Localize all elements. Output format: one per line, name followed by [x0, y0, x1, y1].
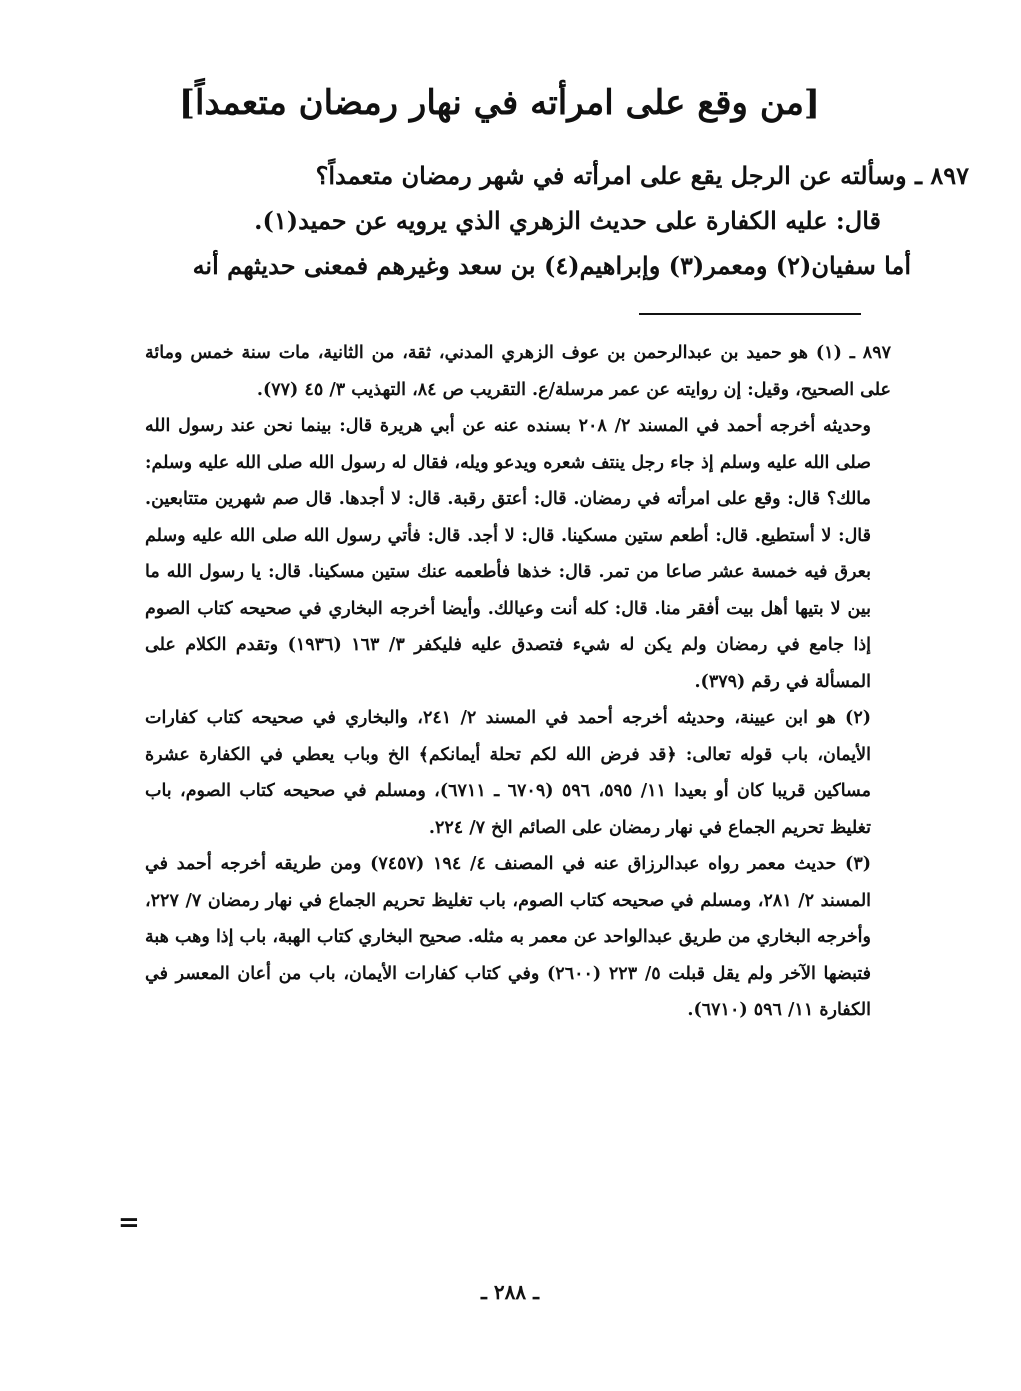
section-title: [من وقع على امرأته في نهار رمضان متعمداً]	[178, 83, 820, 123]
answer-line: قال: عليه الكفارة على حديث الزهري الذي يرويه عن حميد(١).	[254, 206, 881, 235]
footnote-1	[145, 335, 891, 408]
question-number: ٨٩٧ ـ	[914, 161, 969, 190]
continuation-mark: =	[118, 1208, 140, 1238]
question-line	[131, 153, 969, 198]
footnote-3: (٣) حديث معمر رواه عبدالرزاق عنه في المصنف ٤/ ١٩٤ (٧٤٥٧) ومن طريقه أخرجه أحمد في المسند ٢/ ٢٨١، ومسلم في صحيحه كتاب الصوم، باب تغليظ تحريم الجماع في نهار رمضان ٧/ ٢٢٧، وأخرجه البخاري من طريق عبدالواحد عن معمر به مثله. صحيح البخاري كتاب الهبة، باب إذا وهب هبة فتبضها الآخر ولم يقل قبلت ٥/ ٢٢٣ (٢٦٠٠) وفي كتاب كفارات الأيمان، باب من أعان المعسر في الكفارة ١١/ ٥٩٦ (٦٧١٠).	[145, 854, 872, 1020]
question-text: وسألته عن الرجل يقع على امرأته في شهر رمضان متعمداً؟	[315, 161, 907, 190]
footnotes	[145, 335, 891, 1029]
footnote-divider	[639, 313, 861, 315]
page-number: ـ ٢٨٨ ـ	[481, 1280, 539, 1304]
footnote-1-hadith: وحديثه أخرجه أحمد في المسند ٢/ ٢٠٨ بسنده عنه عن أبي هريرة قال: بينما نحن عند رسول الله صلى الله عليه وسلم إذ جاء رجل ينتف شعره ويدعو ويله، فقال له رسول الله صلى الله عليه وسلم: مالك؟ قال: وقع على امرأته في رمضان. قال: أعتق رقبة. قال: لا أجدها. قال صم شهرين متتابعين. قال: لا أستطيع. قال: أطعم ستين مسكينا. قال: لا أجد. قال: فأتي رسول الله صلى الله عليه وسلم بعرق فيه خمسة عشر صاعا من تمر. قال: خذها فأطعمه عنك ستين مسكينا. قال: يا رسول الله ما بين لا بتيها أهل بيت أفقر منا. قال: كله أنت وعيالك. وأيضا أخرجه البخاري في صحيحه كتاب الصوم إذا جامع في رمضان ولم يكن له شيء فتصدق عليه فليكفر ٣/ ١٦٣ (١٩٣٦) وتقدم الكلام على المسألة في رقم (٣٧٩).	[145, 416, 872, 692]
footnote-2: (٢) هو ابن عيينة، وحديثه أخرجه أحمد في المسند ٢/ ٢٤١، والبخاري في صحيحه كتاب كفارات الأيمان، باب قوله تعالى: ﴿قد فرض الله لكم تحلة أيمانكم﴾ الخ وباب يعطي في الكفارة عشرة مساكين قريبا كان أو بعيدا ١١/ ٥٩٥، ٥٩٦ (٦٧٠٩ ـ ٦٧١١)، ومسلم في صحيحه كتاب الصوم، باب تغليظ تحريم الجماع في نهار رمضان على الصائم الخ ٧/ ٢٢٤.	[145, 708, 872, 838]
continuation-line: أما سفيان(٢) ومعمر(٣) وإبراهيم(٤) بن سعد وغيرهم فمعنى حديثهم أنه	[192, 251, 911, 280]
main-text	[131, 153, 969, 288]
footnote-1-label: ٨٩٧ ـ (١)	[815, 343, 891, 363]
footnote-1-text: هو حميد بن عبدالرحمن بن عوف الزهري المدني، ثقة، من الثانية، مات سنة خمس ومائة على الصحيح، وقيل: إن روايته عن عمر مرسلة/ع. التقريب ص ٨٤، التهذيب ٣/ ٤٥ (٧٧).	[145, 343, 891, 400]
